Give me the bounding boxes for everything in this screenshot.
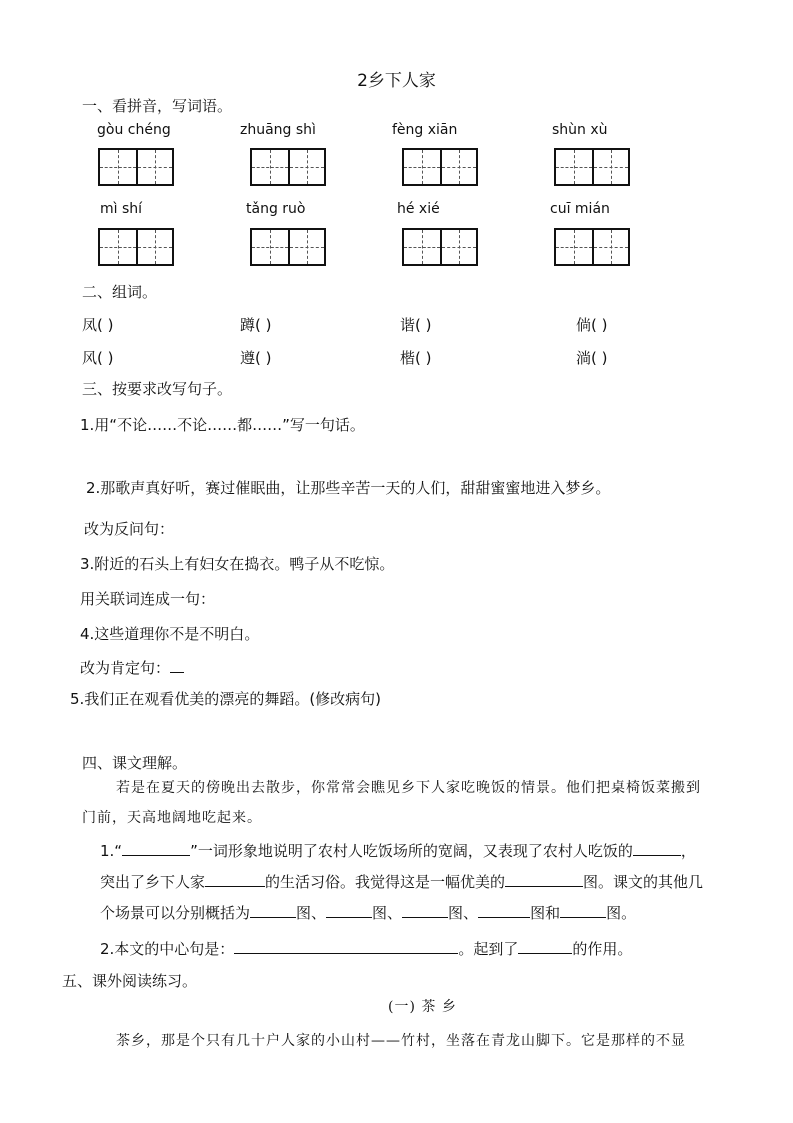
word-group-item[interactable]: 谐( ) (400, 316, 432, 334)
word-group-item[interactable]: 凤( ) (82, 316, 114, 334)
answer-blank[interactable] (560, 903, 606, 918)
page-title: 2乡下人家 (357, 71, 436, 91)
answer-blank[interactable] (250, 903, 296, 918)
question-text: 1.用“不论……不论……都……”写一句话。 (80, 416, 365, 434)
writing-grid[interactable] (98, 148, 174, 186)
question-prompt: 改为肯定句： (80, 657, 184, 678)
question-line: 个场景可以分别概括为 图、 图、 图、 图和 图。 (100, 904, 637, 922)
question-line: 突出了乡下人家 的生活习俗。我觉得这是一幅优美的 图。课文的其他几 (100, 873, 704, 891)
answer-blank[interactable] (122, 841, 190, 856)
word-group-item[interactable]: 风( ) (82, 349, 114, 367)
section1-heading: 一、看拼音，写词语。 (82, 97, 233, 115)
pinyin-label: mì shí (100, 201, 143, 217)
question-line: 1.“ ”一词形象地说明了农村人吃饭场所的宽阔，又表现了农村人吃饭的 ， (100, 842, 696, 860)
pinyin-label: hé xié (397, 201, 440, 217)
question-text: 4.这些道理你不是不明白。 (80, 625, 260, 643)
answer-blank[interactable] (402, 903, 448, 918)
reading-title: (一) 茶 乡 (388, 999, 457, 1015)
word-group-item[interactable]: 遵( ) (240, 349, 272, 367)
answer-blank[interactable] (518, 939, 572, 954)
answer-blank[interactable] (234, 939, 458, 954)
passage-text: 若是在夏天的傍晚出去散步，你常常会瞧见乡下人家吃晚饭的情景。他们把桌椅饭菜搬到 (116, 780, 701, 796)
answer-blank[interactable] (478, 903, 530, 918)
writing-grid[interactable] (402, 148, 478, 186)
answer-blank[interactable] (170, 658, 184, 673)
answer-blank[interactable] (633, 841, 681, 856)
question-prompt: 改为反问句： (84, 520, 175, 538)
word-group-item[interactable]: 淌( ) (576, 349, 608, 367)
section4-heading: 四、课文理解。 (82, 754, 188, 772)
writing-grid[interactable] (98, 228, 174, 266)
question-text: 3.附近的石头上有妇女在捣衣。鸭子从不吃惊。 (80, 555, 395, 573)
section2-heading: 二、组词。 (82, 283, 158, 301)
word-group-item[interactable]: 蹲( ) (240, 316, 272, 334)
pinyin-label: zhuāng shì (240, 122, 316, 138)
section3-heading: 三、按要求改写句子。 (82, 380, 233, 398)
question-text: 2.那歌声真好听，赛过催眠曲，让那些辛苦一天的人们，甜甜蜜蜜地进入梦乡。 (86, 479, 611, 497)
question-text: 5.我们正在观看优美的漂亮的舞蹈。(修改病句) (70, 690, 382, 708)
pinyin-label: cuī mián (550, 201, 610, 217)
passage-text: 门前，天高地阔地吃起来。 (82, 810, 262, 826)
pinyin-label: gòu chéng (97, 122, 171, 138)
writing-grid[interactable] (402, 228, 478, 266)
word-group-item[interactable]: 楷( ) (400, 349, 432, 367)
word-group-item[interactable]: 倘( ) (576, 316, 608, 334)
section5-heading: 五、课外阅读练习。 (62, 972, 198, 990)
writing-grid[interactable] (250, 228, 326, 266)
writing-grid[interactable] (250, 148, 326, 186)
pinyin-label: shùn xù (552, 122, 608, 138)
passage-text: 茶乡，那是个只有几十户人家的小山村——竹村，坐落在青龙山脚下。它是那样的不显 (116, 1033, 686, 1049)
writing-grid[interactable] (554, 148, 630, 186)
answer-blank[interactable] (205, 872, 265, 887)
answer-blank[interactable] (326, 903, 372, 918)
answer-blank[interactable] (505, 872, 583, 887)
writing-grid[interactable] (554, 228, 630, 266)
pinyin-label: tǎng ruò (246, 201, 306, 217)
pinyin-label: fèng xiān (392, 122, 458, 138)
question-prompt: 用关联词连成一句： (80, 590, 216, 608)
question-line: 2.本文的中心句是： 。起到了 的作用。 (100, 940, 633, 958)
